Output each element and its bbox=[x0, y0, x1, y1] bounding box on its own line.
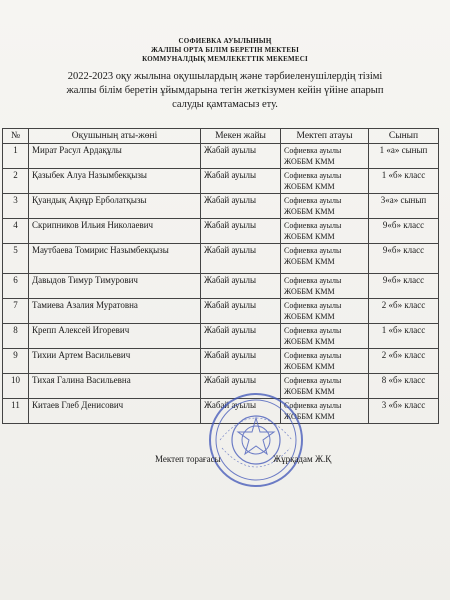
school-cell: Софиевка ауылы ЖОББМ КММ bbox=[281, 324, 369, 349]
address-cell: Жабай ауылы bbox=[201, 274, 281, 299]
school-cell: Софиевка ауылы ЖОББМ КММ bbox=[281, 144, 369, 169]
row-number-cell: 11 bbox=[3, 399, 29, 424]
student-name-cell: Мират Расул Ардақұлы bbox=[29, 144, 201, 169]
table-row bbox=[3, 144, 439, 169]
row-number-cell: 8 bbox=[3, 324, 29, 349]
school-cell: Софиевка ауылы ЖОББМ КММ bbox=[281, 169, 369, 194]
class-cell: 8 «б» класс bbox=[369, 374, 439, 399]
school-cell: Софиевка ауылы ЖОББМ КММ bbox=[281, 349, 369, 374]
class-cell: 9«б» класс bbox=[369, 244, 439, 274]
seal-stamp-icon bbox=[206, 390, 306, 490]
row-number-cell: 3 bbox=[3, 194, 29, 219]
signature-name: Жұрқадам Ж.Қ bbox=[273, 454, 332, 464]
school-cell: Софиевка ауылы ЖОББМ КММ bbox=[281, 219, 369, 244]
student-name-cell: Китаев Глеб Денисович bbox=[29, 399, 201, 424]
school-cell: Софиевка ауылы ЖОББМ КММ bbox=[281, 274, 369, 299]
student-name-cell: Тамиева Азалия Муратовна bbox=[29, 299, 201, 324]
column-header-number: № bbox=[3, 129, 29, 144]
school-cell: Софиевка ауылы ЖОББМ КММ bbox=[281, 399, 369, 424]
class-cell: 1 «б» класс bbox=[369, 169, 439, 194]
row-number-cell: 9 bbox=[3, 349, 29, 374]
table-row bbox=[3, 169, 439, 194]
table-row bbox=[3, 219, 439, 244]
header-line-1: СОФИЕВКА АУЫЛЫНЫҢ bbox=[178, 37, 272, 45]
intro-line-1: 2022-2023 оқу жылына оқушылардың және тәрбиеленушілердің тізімі bbox=[67, 71, 383, 82]
class-cell: 3 «б» класс bbox=[369, 399, 439, 424]
address-cell: Жабай ауылы bbox=[201, 194, 281, 219]
class-cell: 2 «б» класс bbox=[369, 349, 439, 374]
class-cell: 9«б» класс bbox=[369, 274, 439, 299]
student-name-cell: Крепп Алексей Игоревич bbox=[29, 324, 201, 349]
table-row bbox=[3, 274, 439, 299]
class-cell: 2 «б» класс bbox=[369, 299, 439, 324]
class-cell: 1 «а» сынып bbox=[369, 144, 439, 169]
column-header-name: Оқушының аты-жөні bbox=[29, 129, 201, 144]
address-cell: Жабай ауылы bbox=[201, 324, 281, 349]
school-cell: Софиевка ауылы ЖОББМ КММ bbox=[281, 194, 369, 219]
student-name-cell: Қуандық Ақнұр Ерболатқызы bbox=[29, 194, 201, 219]
student-name-cell: Қазыбек Алуа Назымбекқызы bbox=[29, 169, 201, 194]
school-cell: Софиевка ауылы ЖОББМ КММ bbox=[281, 244, 369, 274]
class-cell: 3«а» сынып bbox=[369, 194, 439, 219]
address-cell: Жабай ауылы bbox=[201, 144, 281, 169]
column-header-class: Сынып bbox=[369, 129, 439, 144]
table-header-row bbox=[3, 129, 439, 144]
school-cell: Софиевка ауылы ЖОББМ КММ bbox=[281, 374, 369, 399]
class-cell: 1 «б» класс bbox=[369, 324, 439, 349]
address-cell: Жабай ауылы bbox=[201, 299, 281, 324]
address-cell: Жабай ауылы bbox=[201, 169, 281, 194]
student-table bbox=[2, 128, 439, 424]
school-cell: Софиевка ауылы ЖОББМ КММ bbox=[281, 299, 369, 324]
header-line-2: ЖАЛПЫ ОРТА БІЛІМ БЕРЕТІН МЕКТЕБІ bbox=[150, 46, 300, 54]
student-name-cell: Тихая Галина Васильевна bbox=[29, 374, 201, 399]
student-name-cell: Скрипников Ильия Николаевич bbox=[29, 219, 201, 244]
row-number-cell: 2 bbox=[3, 169, 29, 194]
table-row bbox=[3, 299, 439, 324]
table-row bbox=[3, 324, 439, 349]
address-cell: Жабай ауылы bbox=[201, 219, 281, 244]
class-cell: 9«б» класс bbox=[369, 219, 439, 244]
row-number-cell: 4 bbox=[3, 219, 29, 244]
student-name-cell: Тихии Артем Васильевич bbox=[29, 349, 201, 374]
row-number-cell: 5 bbox=[3, 244, 29, 274]
intro-line-2: жалпы білім беретін ұйымдарына тегін жеткізумен кейін үйіне апарып bbox=[66, 85, 384, 96]
table-body bbox=[3, 144, 439, 424]
column-header-school: Мектеп атауы bbox=[281, 129, 369, 144]
address-cell: Жабай ауылы bbox=[201, 349, 281, 374]
address-cell: Жабай ауылы bbox=[201, 244, 281, 274]
address-cell: Жабай ауылы bbox=[201, 374, 281, 399]
row-number-cell: 6 bbox=[3, 274, 29, 299]
row-number-cell: 1 bbox=[3, 144, 29, 169]
column-header-address: Мекен жайы bbox=[201, 129, 281, 144]
row-number-cell: 10 bbox=[3, 374, 29, 399]
address-cell: Жабай ауылы bbox=[201, 399, 281, 424]
table-row bbox=[3, 244, 439, 274]
table-row bbox=[3, 194, 439, 219]
table-row bbox=[3, 349, 439, 374]
signature-title: Мектеп торағасы bbox=[155, 454, 221, 464]
intro-line-3: салуды қамтамасыз ету. bbox=[172, 99, 278, 110]
row-number-cell: 7 bbox=[3, 299, 29, 324]
header-line-3: КОММУНАЛДЫҚ МЕМЛЕКЕТТІК МЕКЕМЕСІ bbox=[142, 55, 308, 63]
student-name-cell: Давыдов Тимур Тимурович bbox=[29, 274, 201, 299]
student-name-cell: Маутбаева Томирис Назымбекқызы bbox=[29, 244, 201, 274]
